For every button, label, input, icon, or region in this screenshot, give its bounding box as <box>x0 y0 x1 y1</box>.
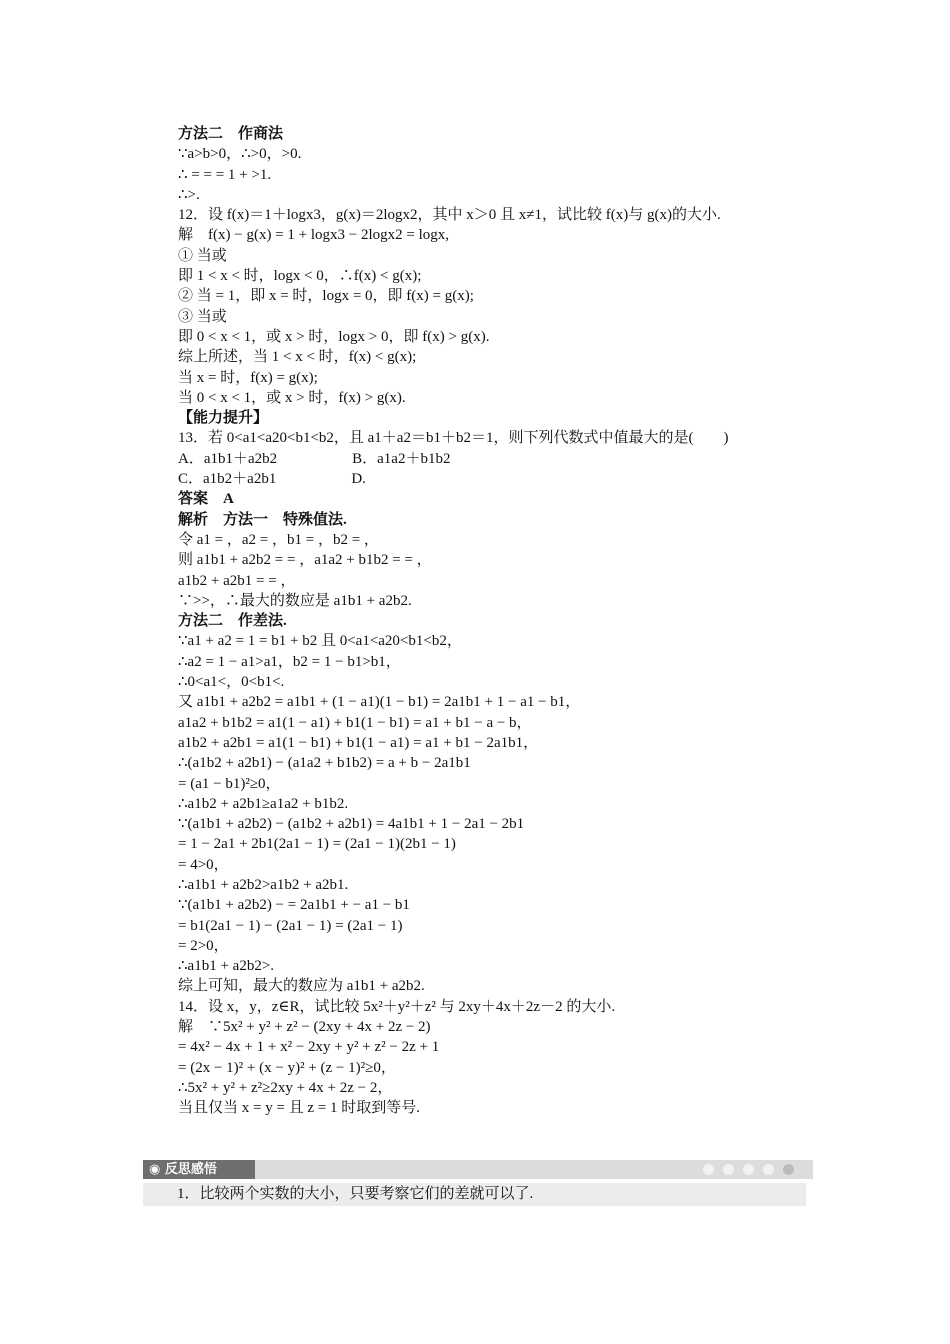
text-line: a1a2 + b1b2 = a1(1 − a1) + b1(1 − b1) = a1 + b1 − a − b， <box>178 714 532 731</box>
reflection-item: 1．比较两个实数的大小，只要考察它们的差就可以了. <box>177 1186 534 1202</box>
text-line: 即 0 < x < 1，或 x > 时，logx > 0，即 f(x) > g(x). <box>178 328 490 345</box>
text-line: 解 ∵5x² + y² + z² − (2xy + 4x + 2z − 2) <box>178 1019 431 1036</box>
decorative-dot-icon <box>783 1164 794 1175</box>
text-line: ∴a2 = 1 − a1>a1，b2 = 1 − b1>b1， <box>178 653 401 670</box>
decorative-dot-icon <box>743 1164 754 1175</box>
text-line: ∴a1b2 + a2b1≥a1a2 + b1b2. <box>178 795 349 812</box>
text-line: = 4x² − 4x + 1 + x² − 2xy + y² + z² − 2z + 1 <box>178 1039 440 1056</box>
text-line: 即 1 < x < 时，logx < 0，∴f(x) < g(x); <box>178 268 422 285</box>
text-line: ∴a1b1 + a2b2>. <box>178 958 275 975</box>
text-line: 12．设 f(x)＝1＋logx3，g(x)＝2logx2，其中 x＞0 且 x≠1，试比较 f(x)与 g(x)的大小. <box>178 207 721 224</box>
text-line: 综上可知，最大的数应为 a1b1 + a2b2. <box>178 978 425 995</box>
text-line: ∵>>，∴最大的数应是 a1b1 + a2b2. <box>178 592 412 609</box>
text-line: 令 a1 = ，a2 = ，b1 = ，b2 = ， <box>178 531 379 548</box>
text-line: 答案 A <box>178 491 234 508</box>
decorative-dot-icon <box>703 1164 714 1175</box>
text-line: = 4>0， <box>178 856 229 873</box>
text-line: = 1 − 2a1 + 2b1(2a1 − 1) = (2a1 − 1)(2b1 − 1) <box>178 836 456 853</box>
text-line: = 2>0， <box>178 937 229 954</box>
text-line: 当 0 < x < 1，或 x > 时，f(x) > g(x). <box>178 389 406 406</box>
text-line: = b1(2a1 − 1) − (2a1 − 1) = (2a1 − 1) <box>178 917 403 934</box>
text-line: ∴(a1b2 + a2b1) − (a1a2 + b1b2) = a + b − 2a1b1 <box>178 755 471 772</box>
text-line: ② 当 = 1，即 x = 时，logx = 0，即 f(x) = g(x); <box>178 288 474 305</box>
text-line: ∵a>b>0，∴>0，>0. <box>178 146 302 163</box>
text-line: ∵a1 + a2 = 1 = b1 + b2 且 0<a1<a20<b1<b2， <box>178 633 462 650</box>
text-line: 当且仅当 x = y = 且 z = 1 时取到等号. <box>178 1100 421 1117</box>
text-line: 方法二 作商法 <box>178 126 284 142</box>
text-line: 解 f(x) − g(x) = 1 + logx3 − 2logx2 = logx, <box>178 227 450 244</box>
text-line: ∵(a1b1 + a2b2) − = 2a1b1 + − a1 − b1 <box>178 897 410 914</box>
text-line: C．a1b2＋a2b1 D. <box>178 471 366 488</box>
text-line: ∴a1b1 + a2b2>a1b2 + a2b1. <box>178 876 349 893</box>
text-line: A．a1b1＋a2b2 B．a1a2＋b1b2 <box>178 450 451 467</box>
text-line: ① 当或 <box>178 247 227 264</box>
reflection-box <box>143 1183 806 1206</box>
text-line: 又 a1b1 + a2b2 = a1b1 + (1 − a1)(1 − b1) = 2a1b1 + 1 − a1 − b1， <box>178 694 581 711</box>
text-line: a1b2 + a2b1 = = ， <box>178 572 296 589</box>
text-line: a1b2 + a2b1 = a1(1 − b1) + b1(1 − a1) = a1 + b1 − 2a1b1， <box>178 734 539 751</box>
decorative-dot-icon <box>723 1164 734 1175</box>
text-line: 则 a1b1 + a2b2 = = ，a1a2 + b1b2 = = ， <box>178 552 432 569</box>
text-line: ∴ = = = 1 + >1. <box>178 166 272 183</box>
text-line: = (2x − 1)² + (x − y)² + (z − 1)²≥0， <box>178 1059 396 1076</box>
reflection-header: ◉ 反思感悟 <box>143 1160 255 1179</box>
decorative-dot-icon <box>763 1164 774 1175</box>
reflection-header-bar <box>143 1160 813 1179</box>
text-line: ∵(a1b1 + a2b2) − (a1b2 + a2b1) = 4a1b1 + 1 − 2a1 − 2b1 <box>178 816 525 833</box>
text-line: = (a1 − b1)²≥0， <box>178 775 281 792</box>
text-line: 方法二 作差法. <box>178 613 287 630</box>
text-line: ∴5x² + y² + z²≥2xy + 4x + 2z − 2， <box>178 1079 393 1096</box>
text-line: 解析 方法一 特殊值法. <box>178 511 347 528</box>
text-line: ∴>. <box>178 186 200 203</box>
text-line: ③ 当或 <box>178 308 227 325</box>
text-line: ∴0<a1<，0<b1<. <box>178 674 285 691</box>
text-line: 13．若 0<a1<a20<b1<b2，且 a1＋a2＝b1＋b2＝1，则下列代数式中值最大的是( ) <box>178 430 729 447</box>
text-line: 当 x = 时，f(x) = g(x); <box>178 369 318 386</box>
text-line: 【能力提升】 <box>178 410 269 427</box>
text-line: 综上所述，当 1 < x < 时，f(x) < g(x); <box>178 349 417 366</box>
solution-content <box>178 124 818 1119</box>
text-line: 14．设 x，y，z∈R，试比较 5x²＋y²＋z² 与 2xy＋4x＋2z－2 的大小. <box>178 998 616 1015</box>
